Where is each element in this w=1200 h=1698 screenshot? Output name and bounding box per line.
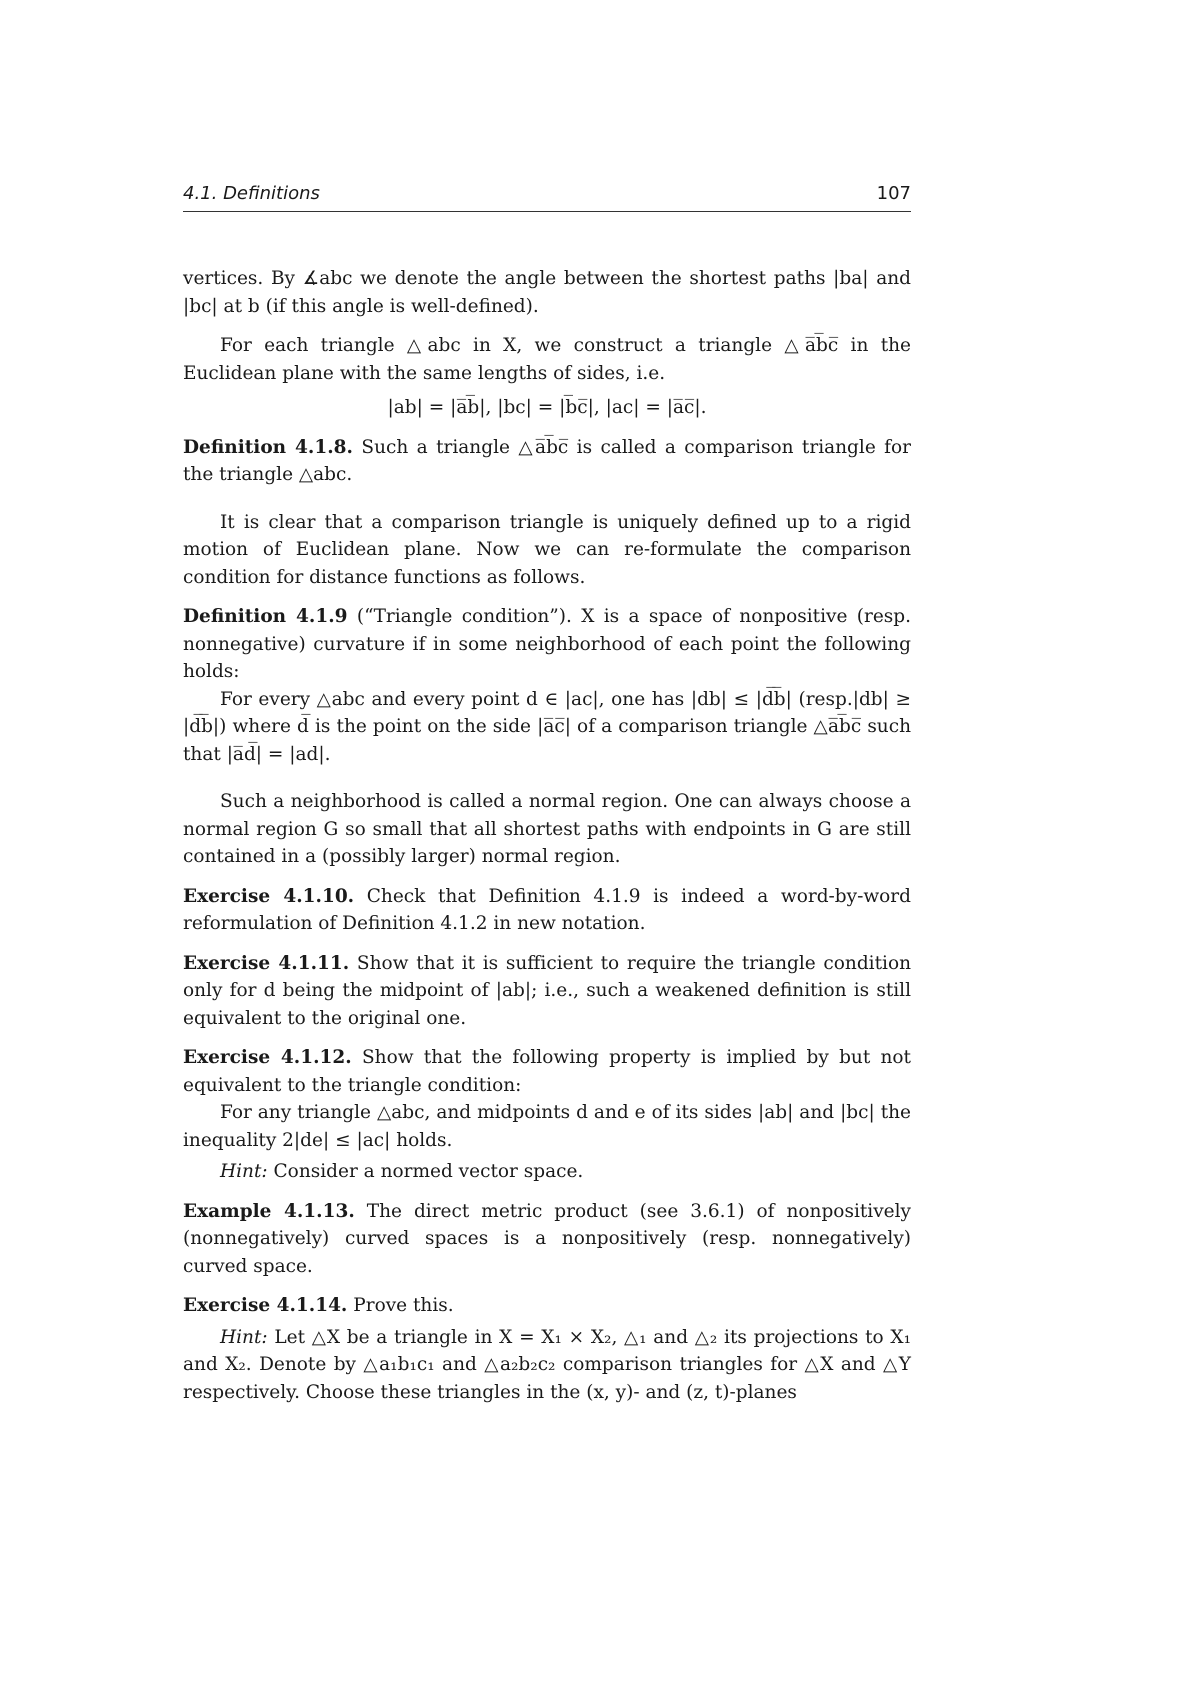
paragraph: vertices. By ∡abc we denote the angle between the shortest paths |ba| and |bc| at b (if this angle is well-defined). — [183, 268, 911, 317]
running-header — [183, 183, 911, 212]
definition-label: Definition 4.1.9 — [183, 606, 348, 627]
paragraph: For any triangle △abc, and midpoints d and e of its sides |ab| and |bc| the inequality 2|de| ≤ |ac| holds. — [183, 1102, 911, 1151]
hint — [183, 1324, 911, 1407]
exercise-text: Show that the following property is implied by but not equivalent to the triangle condition: — [183, 1047, 911, 1096]
exercise-label: Exercise 4.1.12. — [183, 1047, 352, 1068]
section-title: 4.1. Definitions — [183, 183, 320, 204]
example-label: Example 4.1.13. — [183, 1200, 355, 1222]
hint-label: Hint: — [220, 1326, 268, 1348]
definition-4-1-8 — [183, 434, 911, 489]
page-body — [183, 265, 911, 1406]
definition-text: (“Triangle condition”). X is a space of nonpositive (resp. nonnegative) curvature if in some neighborhood of each point the following holds: — [183, 606, 911, 682]
paragraph: For every △abc and every point d ∈ |ac|, one has |db| ≤ |d̅b̅| (resp.|db| ≥ |d̅b̅|) where d̅ is the point on the side |a̅c̅| of a comparison triangle △a̅b̅c̅ such that |a̅d̅| = |ad|. — [183, 688, 911, 765]
hint-text: Let △X be a triangle in X = X₁ × X₂, △₁ and △₂ its projections to X₁ and X₂. Denote by △a₁b₁c₁ and △a₂b₂c₂ comparison triangles for △X and △Y respectively. Choose these triangles in the (x, y)- and (z, t)-planes — [183, 1326, 911, 1403]
equation: |ab| = |a̅b̅|, |bc| = |b̅c̅|, |ac| = |a̅c̅|. — [387, 397, 707, 418]
exercise-4-1-14 — [183, 1292, 911, 1320]
exercise-label: Exercise 4.1.14. — [183, 1295, 348, 1316]
exercise-text: Check that Definition 4.1.9 is indeed a word-by-word reformulation of Definition 4.1.2 in new notation. — [183, 885, 911, 934]
exercise-label: Exercise 4.1.11. — [183, 952, 350, 974]
hint-label: Hint: — [220, 1161, 268, 1182]
page-number: 107 — [876, 183, 911, 204]
example-4-1-13 — [183, 1198, 911, 1281]
exercise-label: Exercise 4.1.10. — [183, 885, 355, 907]
definition-text: Such a triangle △a̅b̅c̅ is called a comparison triangle for the triangle △abc. — [183, 436, 911, 485]
paragraph: For each triangle △abc in X, we construct a triangle △a̅b̅c̅ in the Euclidean plane with the same lengths of sides, i.e. — [183, 335, 911, 384]
exercise-text: Show that it is sufficient to require the triangle condition only for d being the midpoint of |ab|; i.e., such a weakened definition is still equivalent to the original one. — [183, 952, 911, 1029]
exercise-4-1-12 — [183, 1044, 911, 1099]
exercise-4-1-10 — [183, 883, 911, 938]
paragraph: It is clear that a comparison triangle is uniquely defined up to a rigid motion of Euclidean plane. Now we can re-formulate the comparison condition for distance functions as follows. — [183, 511, 911, 588]
example-text: The direct metric product (see 3.6.1) of nonpositively (nonnegatively) curved spaces is a nonpositively (resp. nonnegatively) curved space. — [183, 1200, 911, 1277]
exercise-text: Prove this. — [353, 1295, 454, 1316]
definition-4-1-9 — [183, 603, 911, 686]
hint-text: Consider a normed vector space. — [273, 1161, 584, 1182]
hint — [183, 1158, 911, 1186]
exercise-4-1-11 — [183, 950, 911, 1033]
definition-label: Definition 4.1.8. — [183, 436, 353, 458]
paragraph: Such a neighborhood is called a normal region. One can always choose a normal region G so small that all shortest paths with endpoints in G are still contained in a (possibly larger) normal region. — [183, 791, 911, 867]
